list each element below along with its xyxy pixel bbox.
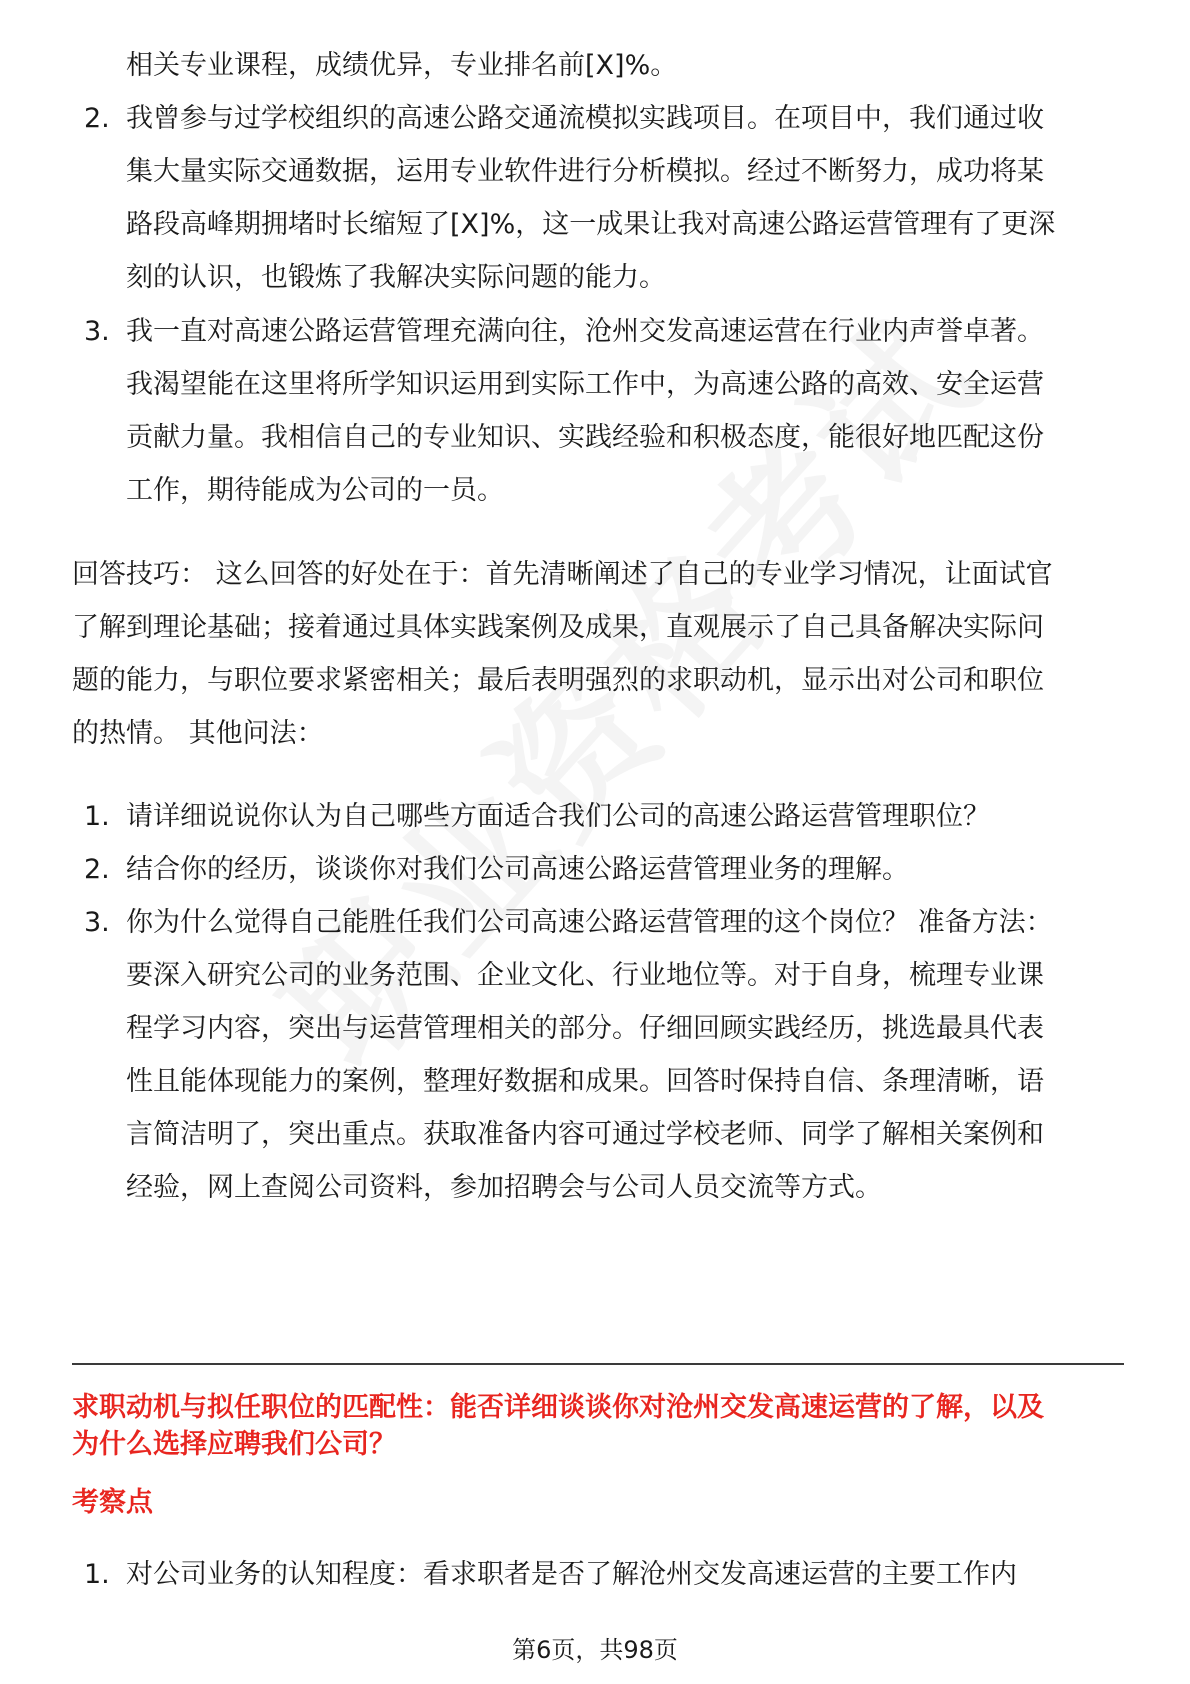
tips-line-1: 回答技巧： 这么回答的好处在于：首先清晰阐述了自己的专业学习情况，让面试官 xyxy=(72,559,1053,590)
section-label: 考察点 xyxy=(72,1487,153,1518)
alt-question-3-line-6: 经验，网上查阅公司资料，参加招聘会与公司人员交流等方式。 xyxy=(126,1172,882,1203)
list-item-2-number: 2. xyxy=(84,103,110,134)
list-item-2-line-4: 刻的认识，也锻炼了我解决实际问题的能力。 xyxy=(126,262,666,293)
assessment-point-1-number: 1. xyxy=(84,1559,110,1590)
page-footer: 第6页，共98页 xyxy=(512,1636,678,1664)
tips-line-2: 了解到理论基础；接着通过具体实践案例及成果，直观展示了自己具备解决实际问 xyxy=(72,612,1044,643)
assessment-point-1: 对公司业务的认知程度：看求职者是否了解沧州交发高速运营的主要工作内 xyxy=(126,1559,1017,1590)
list-item-3-line-1: 我一直对高速公路运营管理充满向往，沧州交发高速运营在行业内声誉卓著。 xyxy=(126,316,1044,347)
alt-question-3-line-5: 言简洁明了，突出重点。获取准备内容可通过学校老师、同学了解相关案例和 xyxy=(126,1119,1044,1150)
alt-question-2: 结合你的经历，谈谈你对我们公司高速公路运营管理业务的理解。 xyxy=(126,854,909,885)
question-heading-line-1: 求职动机与拟任职位的匹配性：能否详细谈谈你对沧州交发高速运营的了解，以及 xyxy=(72,1392,1044,1423)
alt-question-1: 请详细说说你认为自己哪些方面适合我们公司的高速公路运营管理职位？ xyxy=(126,801,990,832)
alt-question-2-number: 2. xyxy=(84,854,110,885)
list-item-3-line-2: 我渴望能在这里将所学知识运用到实际工作中，为高速公路的高效、安全运营 xyxy=(126,369,1044,400)
list-item-3-line-3: 贡献力量。我相信自己的专业知识、实践经验和积极态度，能很好地匹配这份 xyxy=(126,422,1044,453)
list-item-2-line-3: 路段高峰期拥堵时长缩短了[X]%，这一成果让我对高速公路运营管理有了更深 xyxy=(126,209,1056,240)
list-item-1-tail: 相关专业课程，成绩优异，专业排名前[X]%。 xyxy=(126,50,678,81)
section-divider xyxy=(72,1363,1124,1365)
tips-line-4: 的热情。 其他问法： xyxy=(72,718,324,749)
tips-line-3: 题的能力，与职位要求紧密相关；最后表明强烈的求职动机，显示出对公司和职位 xyxy=(72,665,1044,696)
alt-question-3-line-3: 程学习内容，突出与运营管理相关的部分。仔细回顾实践经历，挑选最具代表 xyxy=(126,1013,1044,1044)
alt-question-3-line-1: 你为什么觉得自己能胜任我们公司高速公路运营管理的这个岗位？ 准备方法： xyxy=(126,907,1053,938)
list-item-3-line-4: 工作，期待能成为公司的一员。 xyxy=(126,475,504,506)
alt-question-3-line-4: 性且能体现能力的案例，整理好数据和成果。回答时保持自信、条理清晰，语 xyxy=(126,1066,1044,1097)
alt-question-3-number: 3. xyxy=(84,907,110,938)
alt-question-1-number: 1. xyxy=(84,801,110,832)
alt-question-3-line-2: 要深入研究公司的业务范围、企业文化、行业地位等。对于自身，梳理专业课 xyxy=(126,960,1044,991)
list-item-2-line-2: 集大量实际交通数据，运用专业软件进行分析模拟。经过不断努力，成功将某 xyxy=(126,156,1044,187)
list-item-3-number: 3. xyxy=(84,316,110,347)
list-item-2-line-1: 我曾参与过学校组织的高速公路交通流模拟实践项目。在项目中，我们通过收 xyxy=(126,103,1044,134)
question-heading-line-2: 为什么选择应聘我们公司？ xyxy=(72,1429,396,1460)
